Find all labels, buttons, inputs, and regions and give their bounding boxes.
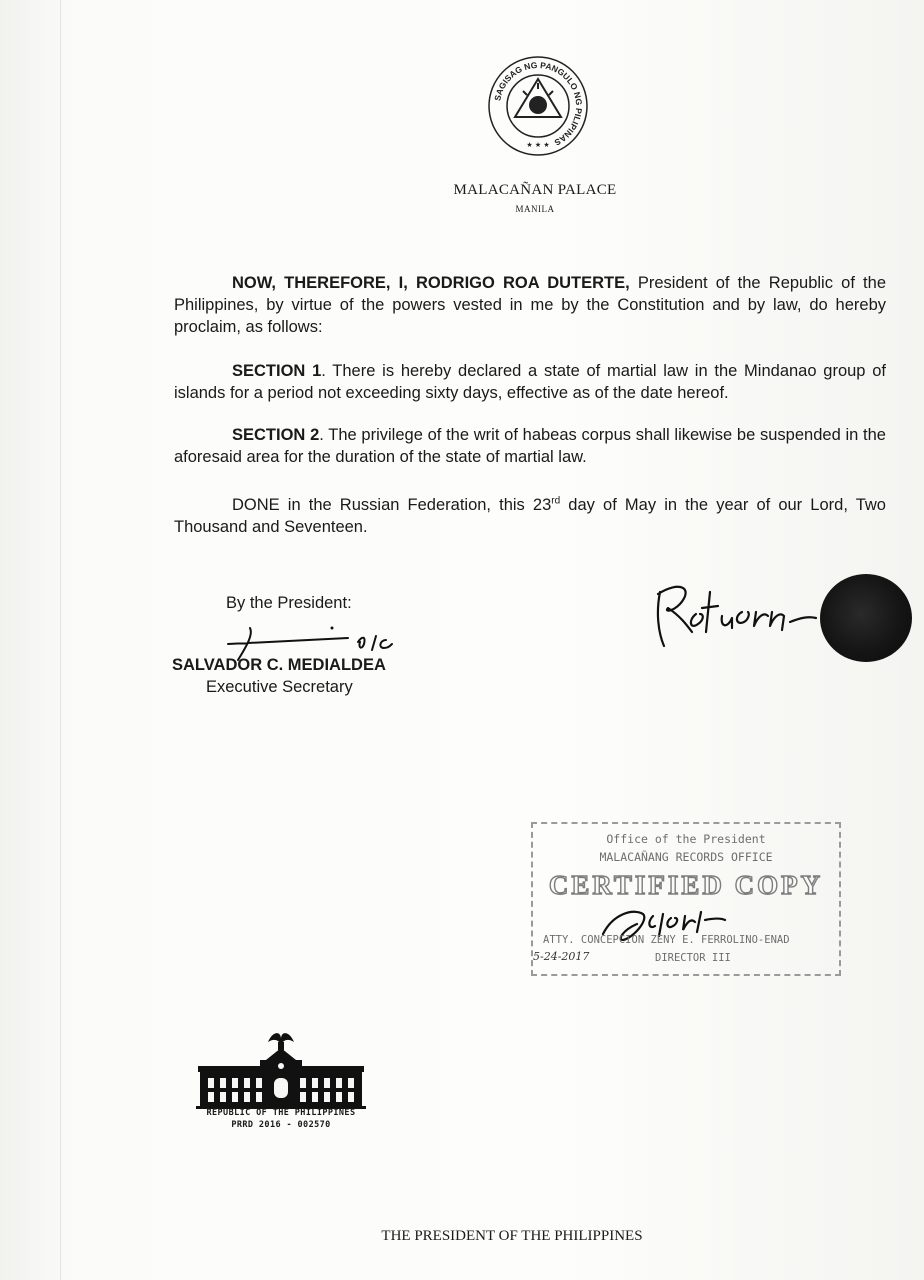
palace-mark-line1: REPUBLIC OF THE PHILIPPINES <box>206 1108 356 1118</box>
stamp-attorney-name: ATTY. CONCEPCION ZENY E. FERROLINO-ENAD <box>543 934 790 946</box>
letterhead-subtitle: MANILA <box>515 204 555 214</box>
certified-copy-stamp <box>531 822 841 976</box>
palace-mark-line2: PRRD 2016 - 002570 <box>231 1120 331 1130</box>
by-the-president: By the President: <box>226 594 352 612</box>
stamp-office: Office of the President <box>606 832 766 846</box>
page-footer: THE PRESIDENT OF THE PHILIPPINES <box>381 1228 643 1244</box>
secretary-title: Executive Secretary <box>206 678 353 696</box>
section-1-paragraph <box>174 360 886 404</box>
presidential-seal-icon <box>487 55 589 157</box>
seal-stars: ★ ★ ★ <box>526 141 550 149</box>
section-1-text: . There is hereby declared a state of martial law in the Mindanao group of islands for a period not exceeding sixty days, effective as of the date hereof. <box>174 362 886 402</box>
done-text-pre: DONE in the Russian Federation, this 23 <box>232 496 552 514</box>
section-2-paragraph <box>174 424 886 468</box>
stamp-certified-copy: CERTIFIED COPY <box>548 870 824 900</box>
section-1-label: SECTION 1 <box>232 362 322 380</box>
dry-seal-icon <box>820 574 912 662</box>
seal-ring-text: SAGISAG NG PANGULO NG PILIPINAS <box>492 59 585 148</box>
done-text-sup: rd <box>551 495 561 507</box>
secretary-name: SALVADOR C. MEDIALDEA <box>172 656 386 674</box>
done-paragraph <box>174 494 886 538</box>
proclamation-lead: NOW, THEREFORE, I, RODRIGO ROA DUTERTE, <box>232 274 630 292</box>
stamp-date: 5-24-2017 <box>533 950 590 963</box>
proclamation-text: President of the Republic of the Philippines, by virtue of the powers vested in me by the Constitution and by law, do hereby proclaim, as follows: <box>174 274 886 336</box>
letterhead-title: MALACAÑAN PALACE <box>453 182 617 198</box>
stamp-position: DIRECTOR III <box>655 952 731 964</box>
duterte-signature-icon <box>650 572 820 652</box>
done-text-post: day of May in the year of our Lord, Two Thousand and Seventeen. <box>174 496 886 536</box>
section-2-text: . The privilege of the writ of habeas corpus shall likewise be suspended in the aforesaid area for the duration of the state of martial law. <box>174 426 886 466</box>
stamp-records-office: MALACAÑANG RECORDS OFFICE <box>599 850 773 864</box>
malacanan-palace-icon <box>196 1028 366 1110</box>
section-2-label: SECTION 2 <box>232 426 320 444</box>
proclamation-paragraph <box>174 272 886 338</box>
